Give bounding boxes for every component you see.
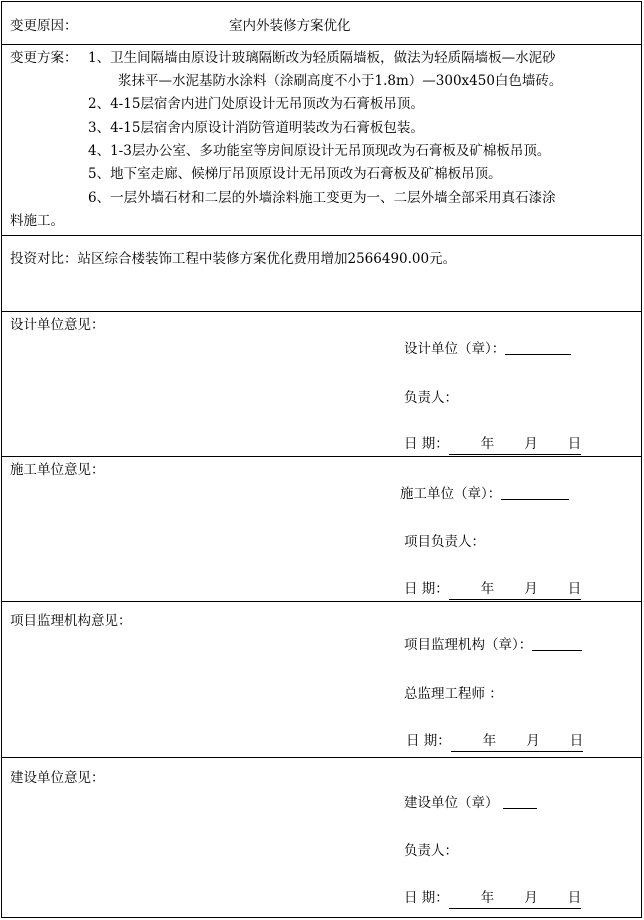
construction-date (404, 579, 581, 600)
plan-item-1-cont: 浆抹平—水泥基防水涂料（涂刷高度不小于1.8m）—300x450白色墙砖。 (118, 73, 563, 89)
owner-stamp-field (404, 793, 537, 813)
owner-stamp-line (503, 794, 537, 809)
owner-date (404, 888, 581, 909)
owner-stamp-label: 建设单位（章） (404, 795, 499, 811)
construction-title: 施工单位意见： (10, 462, 105, 478)
supervision-date-month: 月 (526, 733, 540, 749)
construction-stamp-label: 施工单位（章）： (400, 486, 502, 502)
owner-date-line (449, 888, 582, 909)
construction-date-year: 年 (480, 581, 495, 597)
supervision-person: 总监理工程师 ： (404, 686, 503, 702)
row-divider (1, 311, 642, 312)
owner-date-label: 日 期： (404, 890, 449, 906)
plan-item-6: 6、一层外墙石材和二层的外墙涂料施工变更为一、二层外墙全部采用真石漆涂 (88, 190, 556, 206)
owner-date-year: 年 (480, 890, 495, 906)
investment-text: 投资对比：站区综合楼装饰工程中装修方案优化费用增加2566490.00元。 (10, 251, 457, 267)
plan-item-4: 4、1-3层办公室、多功能室等房间原设计无吊顶现改为石膏板及矿棉板吊顶。 (88, 143, 551, 159)
supervision-stamp-line (532, 636, 582, 651)
row-divider (1, 456, 642, 457)
design-date-line (449, 434, 582, 455)
design-date (404, 434, 581, 455)
construction-stamp-field (400, 484, 569, 504)
construction-date-month: 月 (524, 581, 538, 597)
design-date-year: 年 (480, 436, 495, 452)
construction-date-line (449, 579, 582, 600)
row-divider (1, 235, 642, 236)
row-divider (1, 757, 642, 758)
plan-item-3: 3、4-15层宿舍内原设计消防管道明装改为石膏板包装。 (88, 120, 424, 136)
plan-item-6-cont: 料施工。 (10, 213, 64, 229)
design-title: 设计单位意见： (10, 317, 105, 333)
row-divider (1, 44, 642, 45)
reason-value: 室内外装修方案优化 (229, 18, 351, 34)
supervision-stamp-label: 项目监理机构（章）： (404, 637, 533, 653)
plan-item-1: 1、卫生间隔墙由原设计玻璃隔断改为轻质隔墙板，做法为轻质隔墙板—水泥砂 (88, 50, 556, 66)
owner-title: 建设单位意见： (10, 770, 105, 786)
design-date-label: 日 期： (404, 436, 449, 452)
supervision-date-day: 日 (569, 733, 584, 749)
construction-person: 项目负责人： (404, 534, 485, 550)
design-date-day: 日 (567, 436, 582, 452)
supervision-date (406, 731, 583, 752)
construction-stamp-line (501, 485, 569, 500)
design-stamp-field (404, 339, 571, 359)
design-stamp-label: 设计单位（章）： (404, 341, 506, 357)
design-person: 负责人： (404, 390, 458, 406)
construction-date-day: 日 (567, 581, 582, 597)
owner-person: 负责人： (404, 843, 458, 859)
design-date-month: 月 (524, 436, 538, 452)
supervision-date-label: 日 期： (406, 733, 451, 749)
row-divider (1, 601, 642, 602)
owner-date-month: 月 (524, 890, 538, 906)
plan-label: 变更方案： (10, 50, 78, 66)
supervision-date-year: 年 (482, 733, 497, 749)
plan-item-5: 5、地下室走廊、候梯厅吊顶原设计无吊顶改为石膏板及矿棉板吊顶。 (88, 166, 502, 182)
supervision-date-line (451, 731, 584, 752)
plan-item-2: 2、4-15层宿舍内进门处原设计无吊顶改为石膏板吊顶。 (88, 96, 424, 112)
construction-date-label: 日 期： (404, 581, 449, 597)
supervision-stamp-field (404, 635, 582, 655)
supervision-title: 项目监理机构意见： (10, 613, 132, 629)
owner-date-day: 日 (567, 890, 582, 906)
reason-label: 变更原因： (10, 18, 78, 34)
design-stamp-line (505, 340, 571, 355)
